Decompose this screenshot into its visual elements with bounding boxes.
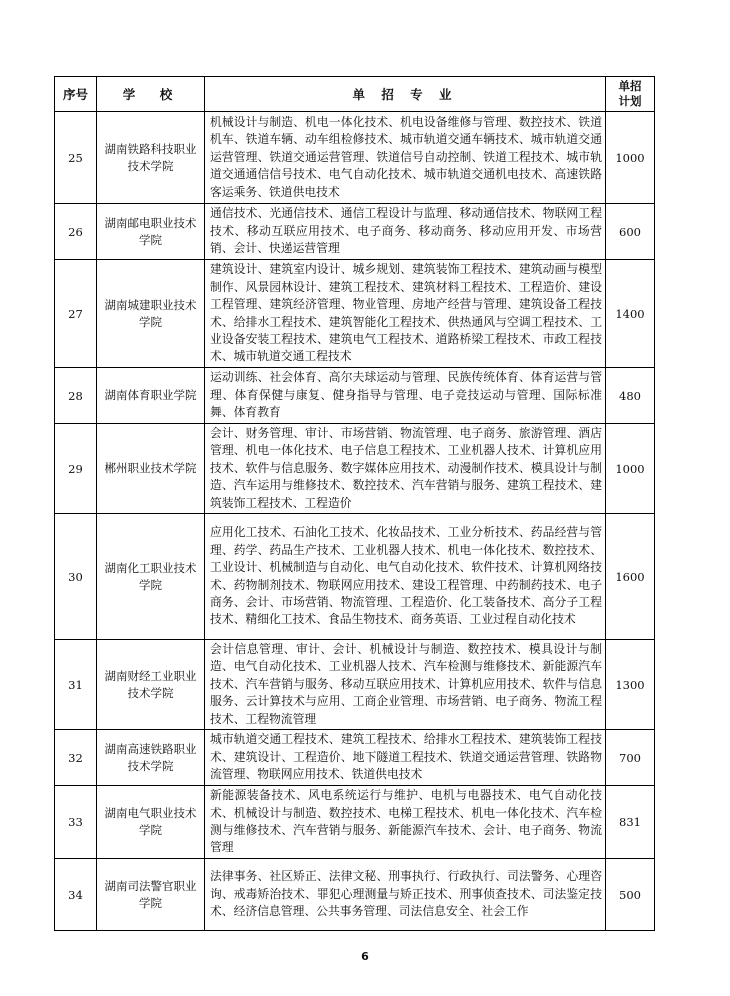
row-plan: 1600 bbox=[606, 514, 655, 640]
row-school: 湖南体育职业学院 bbox=[97, 368, 205, 424]
header-no: 序号 bbox=[55, 77, 97, 112]
row-majors: 法律事务、社区矫正、法律文秘、刑事执行、行政执行、司法警务、心理咨询、戒毒矫治技术、罪犯心理测量与矫正技术、刑事侦查技术、司法鉴定技术、经济信息管理、公共事务管理、司法信息安全、社会工作 bbox=[205, 859, 606, 931]
row-plan: 480 bbox=[606, 368, 655, 424]
row-plan: 831 bbox=[606, 786, 655, 859]
row-school: 湖南铁路科技职业技术学院 bbox=[97, 112, 205, 204]
header-majors bbox=[205, 77, 606, 112]
row-majors: 应用化工技术、石油化工技术、化妆品技术、工业分析技术、药品经营与管理、药学、药品生产技术、工业机器人技术、机电一体化技术、数控技术、工业设计、机械制造与自动化、电气自动化技术、软件技术、计算机网络技术、药物制剂技术、物联网应用技术、建设工程管理、中药制药技术、电子商务、会计、市场营销、物流管理、工程造价、化工装备技术、高分子工程技术、精细化工技术、食品生物技术、商务英语、工业过程自动化技术 bbox=[205, 514, 606, 640]
header-plan bbox=[606, 77, 655, 112]
row-plan: 1300 bbox=[606, 640, 655, 730]
row-majors: 建筑设计、建筑室内设计、城乡规划、建筑装饰工程技术、建筑动画与模型制作、风景园林设计、建筑工程技术、建筑材料工程技术、工程造价、建设工程管理、建筑经济管理、物业管理、房地产经营与管理、建筑设备工程技术、给排水工程技术、建筑智能化工程技术、供热通风与空调工程技术、工业设备安装工程技术、建筑电气工程技术、道路桥梁工程技术、市政工程技术、城市轨道交通工程技术 bbox=[205, 260, 606, 368]
row-no: 31 bbox=[55, 640, 97, 730]
row-majors: 会计信息管理、审计、会计、机械设计与制造、数控技术、模具设计与制造、电气自动化技术、工业机器人技术、汽车检测与维修技术、新能源汽车技术、汽车营销与服务、移动互联应用技术、计算机应用技术、软件与信息服务、云计算技术与应用、工商企业管理、市场营销、电子商务、物流工程技术、工程物流管理 bbox=[205, 640, 606, 730]
table-row bbox=[55, 859, 655, 931]
header-school bbox=[97, 77, 205, 112]
row-school: 湖南化工职业技术学院 bbox=[97, 514, 205, 640]
table-row bbox=[55, 424, 655, 514]
row-plan: 500 bbox=[606, 859, 655, 931]
row-no: 30 bbox=[55, 514, 97, 640]
row-no: 28 bbox=[55, 368, 97, 424]
header-majors-label: 单 招 专 业 bbox=[352, 87, 458, 102]
table-row bbox=[55, 112, 655, 204]
row-school: 湖南财经工业职业技术学院 bbox=[97, 640, 205, 730]
row-no: 26 bbox=[55, 204, 97, 260]
row-majors: 会计、财务管理、审计、市场营销、物流管理、电子商务、旅游管理、酒店管理、机电一体化技术、电子信息工程技术、工业机器人技术、计算机应用技术、软件与信息服务、数字媒体应用技术、动漫制作技术、模具设计与制造、汽车运用与维修技术、数控技术、汽车营销与服务、建筑工程技术、建筑装饰工程技术、工程造价 bbox=[205, 424, 606, 514]
row-plan: 1000 bbox=[606, 424, 655, 514]
row-school: 湖南高速铁路职业技术学院 bbox=[97, 730, 205, 786]
row-no: 34 bbox=[55, 859, 97, 931]
table-row bbox=[55, 786, 655, 859]
row-plan: 700 bbox=[606, 730, 655, 786]
row-majors: 城市轨道交通工程技术、建筑工程技术、给排水工程技术、建筑装饰工程技术、建筑设计、工程造价、地下隧道工程技术、铁道交通运营管理、铁路物流管理、物联网应用技术、铁道供电技术 bbox=[205, 730, 606, 786]
table-row bbox=[55, 640, 655, 730]
row-no: 33 bbox=[55, 786, 97, 859]
table-row bbox=[55, 730, 655, 786]
table-row bbox=[55, 204, 655, 260]
row-school: 湖南邮电职业技术学院 bbox=[97, 204, 205, 260]
row-plan: 1400 bbox=[606, 260, 655, 368]
row-no: 25 bbox=[55, 112, 97, 204]
admission-table-container bbox=[54, 76, 654, 931]
row-plan: 600 bbox=[606, 204, 655, 260]
row-majors: 机械设计与制造、机电一体化技术、机电设备维修与管理、数控技术、铁道机车、铁道车辆、动车组检修技术、城市轨道交通车辆技术、城市轨道交通运营管理、铁道交通运营管理、铁道信号自动控制、铁道工程技术、城市轨道交通通信信号技术、电气自动化技术、城市轨道交通机电技术、高速铁路客运乘务、铁道供电技术 bbox=[205, 112, 606, 204]
row-school: 湖南城建职业技术学院 bbox=[97, 260, 205, 368]
row-no: 32 bbox=[55, 730, 97, 786]
table-row bbox=[55, 368, 655, 424]
page-number: 6 bbox=[361, 950, 369, 963]
header-school-label: 学 校 bbox=[122, 87, 179, 102]
row-majors: 通信技术、光通信技术、通信工程设计与监理、移动通信技术、物联网工程技术、移动互联应用技术、电子商务、移动商务、移动应用开发、市场营销、会计、快递运营管理 bbox=[205, 204, 606, 260]
admission-table bbox=[54, 76, 655, 931]
header-plan-line1: 单招 bbox=[618, 79, 642, 93]
row-no: 29 bbox=[55, 424, 97, 514]
row-plan: 1000 bbox=[606, 112, 655, 204]
row-majors: 新能源装备技术、风电系统运行与维护、电机与电器技术、电气自动化技术、机械设计与制造、数控技术、电梯工程技术、机电一体化技术、汽车检测与维修技术、汽车营销与服务、新能源汽车技术、会计、电子商务、物流管理 bbox=[205, 786, 606, 859]
row-majors: 运动训练、社会体育、高尔夫球运动与管理、民族传统体育、体育运营与管理、体育保健与康复、健身指导与管理、电子竞技运动与管理、国际标准舞、体育教育 bbox=[205, 368, 606, 424]
row-no: 27 bbox=[55, 260, 97, 368]
table-row bbox=[55, 514, 655, 640]
row-school: 郴州职业技术学院 bbox=[97, 424, 205, 514]
table-row bbox=[55, 260, 655, 368]
header-plan-line2: 计划 bbox=[618, 94, 642, 108]
row-school: 湖南电气职业技术学院 bbox=[97, 786, 205, 859]
table-header-row bbox=[55, 77, 655, 112]
row-school: 湖南司法警官职业学院 bbox=[97, 859, 205, 931]
